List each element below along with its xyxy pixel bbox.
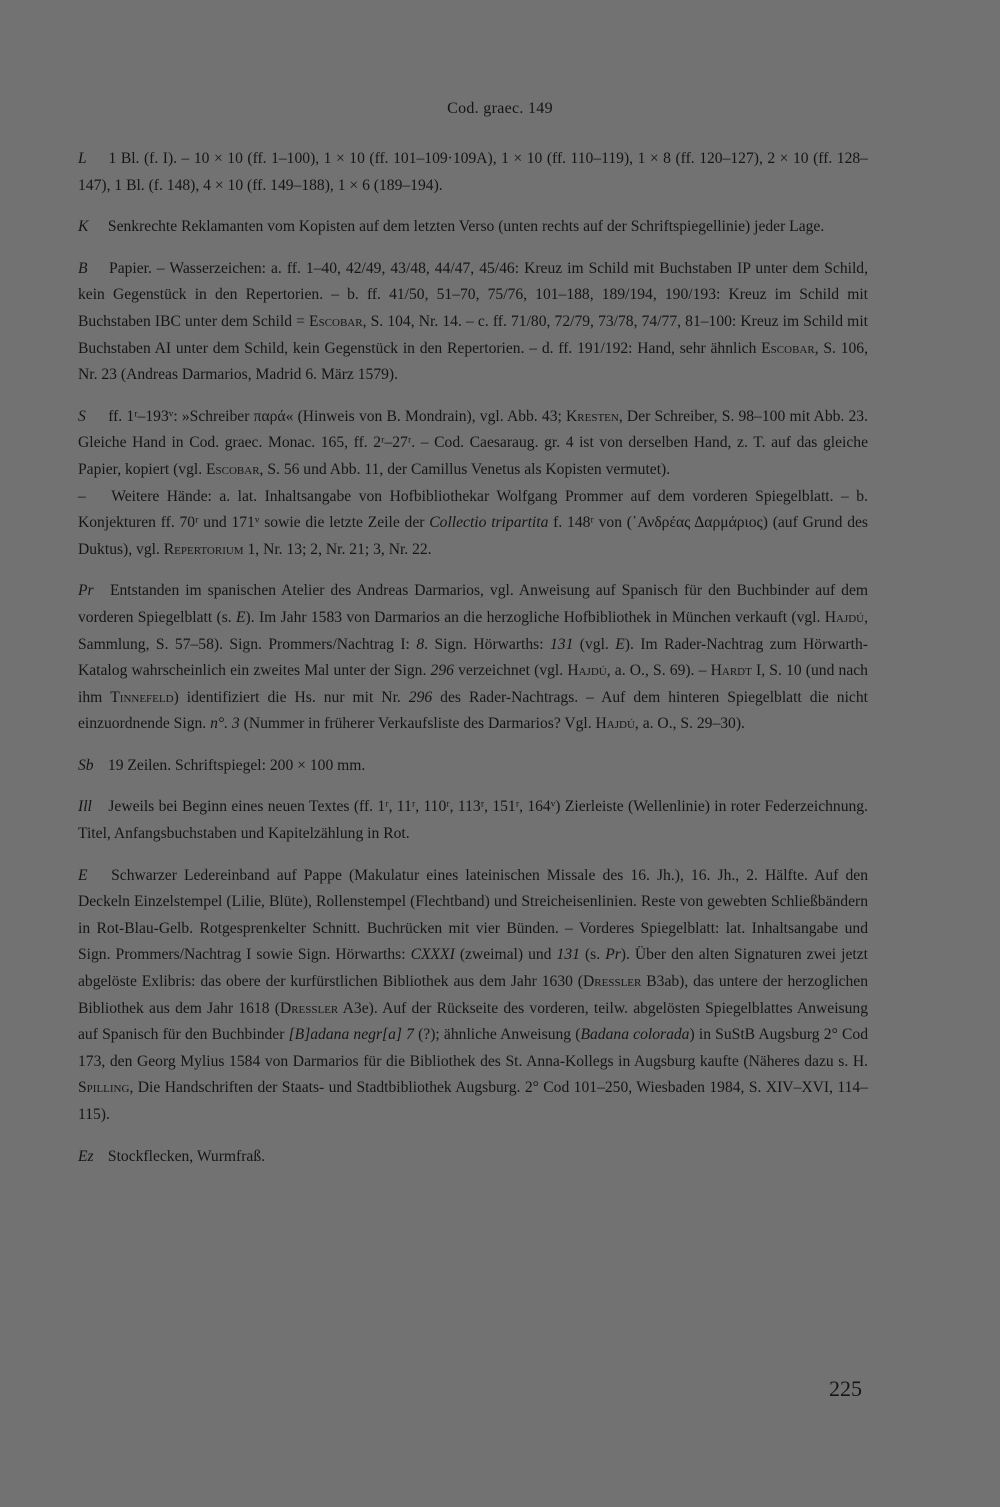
entry-text: (Nummer in früherer Verkaufsliste des Darmarios? Vgl. <box>239 715 596 733</box>
entry-text: ) identifiziert die Hs. nur mit Nr. <box>173 688 409 706</box>
entry-text: B3ab), das untere der herzoglichen Bibliothek aus dem Jahr 1618 ( <box>78 973 868 1017</box>
signature: 296 <box>408 688 433 706</box>
entry-provenienz <box>78 578 868 738</box>
signature: 296 <box>430 662 454 680</box>
entry-text: , a. O., S. 69). – <box>606 662 711 680</box>
entry-text: , Sammlung, S. 57–58). Sign. Prommers/Nachtrag I: <box>78 608 868 653</box>
entry-tag: E <box>78 866 88 884</box>
author-citation: Hajdú <box>567 662 607 680</box>
entry-tag: Ill <box>78 798 92 816</box>
page-header: Cod. graec. 149 <box>447 100 553 117</box>
entry-weitere-haende <box>78 484 868 564</box>
author-citation: Escobar <box>309 312 363 330</box>
entry-illustration <box>78 794 868 847</box>
signature: CXXXI <box>410 946 455 964</box>
entry-erhaltungszustand <box>78 1144 868 1171</box>
instruction-quote: [B]adana negr[a] 7 <box>288 1026 414 1044</box>
cross-reference: Pr <box>605 946 621 964</box>
entry-text: , a. O., S. 29–30). <box>634 715 745 733</box>
entry-text: 19 Zeilen. Schriftspiegel: 200 × 100 mm. <box>107 756 366 774</box>
entry-text: , S. 106, Nr. 23 (Andreas Darmarios, Madrid 6. März 1579). <box>78 339 868 384</box>
entry-text: ). Über den alten Signaturen zwei jetzt abgelöste Exlibris: das obere der kurfürstlichen Bibliothek aus dem Jahr 1630 ( <box>78 946 868 991</box>
author-citation: Tinnefeld <box>110 688 174 706</box>
entry-schreiber <box>78 404 868 484</box>
cross-reference: E <box>615 635 625 653</box>
author-citation: Escobar <box>206 460 260 478</box>
entry-text: (s. <box>579 946 606 964</box>
author-citation: Kresten <box>566 407 619 425</box>
signature: 131 <box>556 946 580 964</box>
entry-text: A3e). Auf der Rückseite des vorderen, teilw. abgelösten Spiegelblattes Anweisung auf Spanisch für den Buchbinder <box>78 999 868 1044</box>
entry-text: f. 148ʳ von (᾽Ανδρέας Δαρμάριος) (auf Grund des Duktus), vgl. <box>78 514 868 558</box>
entry-text: , Der Schreiber, S. 98–100 mit Abb. 23. Gleiche Hand in Cod. graec. Monac. 165, ff. 2ʳ–27ʳ. – Cod. Caesaraug. gr. 4 ist von derselben Hand, z. T. auf das gleiche Papier, kopiert (vgl. <box>78 407 868 478</box>
entry-text: Stockflecken, Wurmfraß. <box>107 1147 266 1165</box>
entry-einband <box>78 863 868 1129</box>
entry-tag: Pr <box>78 582 94 600</box>
entry-schriftspiegel <box>78 753 868 780</box>
entry-text: (zweimal) und <box>454 946 557 964</box>
entry-text: (?); ähnliche Anweisung ( <box>413 1026 581 1044</box>
entry-text: , S. 56 und Abb. 11, der Camillus Venetus als Kopisten vermutet). <box>259 460 671 478</box>
entry-text: Weitere Hände: a. lat. Inhaltsangabe von Hofbibliothekar Wolfgang Prommer auf dem vorderen Spiegelblatt. – b. Konjekturen ff. 70ʳ und 171ᵛ sowie die letzte Zeile der <box>78 487 869 532</box>
author-citation: Spilling <box>78 1079 130 1097</box>
entry-text: , S. 104, Nr. 14. – c. ff. 71/80, 72/79, 73/78, 74/77, 81–100: Kreuz im Schild mit Buchstaben AI unter dem Schild, kein Gegenstück in den Repertorien. – d. ff. 191/192: Hand, sehr ähnlich <box>78 312 868 357</box>
entry-text: ) in SuStB Augsburg 2° Cod 173, den Georg Mylius 1584 von Darmarios für die Bibliothek des St. Anna-Kollegs in Augsburg kaufte (Näheres dazu s. H. <box>78 1026 868 1070</box>
entry-tag: – <box>78 487 86 505</box>
author-citation: Repertorium <box>163 540 244 558</box>
entry-tag: L <box>78 150 87 167</box>
description-body <box>78 146 868 1185</box>
entry-text: Schwarzer Ledereinband auf Pappe (Makulatur eines lateinischen Missale des 16. Jh.), 16. Jh., 2. Hälfte. Auf den Deckeln Einzelstempel (Lilie, Blüte), Rollenstempel (Flechtband) und Streicheisenlinien. Reste von gewebten Schließbändern in Rot-Blau-Gelb. Rotgesprenkelter Schnitt. Buchrücken mit vier Bünden. – Vorderes Spiegelblatt: lat. Inhaltsangabe und Sign. Prommers/Nachtrag I sowie Sign. Hörwarths: <box>78 866 868 964</box>
entry-text: ff. 1ʳ–193ᵛ: »Schreiber παρά« (Hinweis von B. Mondrain), vgl. Abb. 43; <box>108 407 567 425</box>
entry-text: Entstanden im spanischen Atelier des Andreas Darmarios, vgl. Anweisung auf Spanisch für den Buchbinder auf dem vorderen Spiegelblatt (s. <box>78 582 868 626</box>
author-citation: Dressler <box>583 973 642 991</box>
entry-text: Senkrechte Reklamanten vom Kopisten auf dem letzten Verso (unten rechts auf der Schriftspiegellinie) jeder Lage. <box>107 218 825 236</box>
page-number: 225 <box>829 1376 862 1401</box>
entry-text: 1, Nr. 13; 2, Nr. 21; 3, Nr. 22. <box>243 540 432 558</box>
signature: n°. 3 <box>210 715 240 733</box>
entry-tag: Ez <box>78 1147 94 1165</box>
instruction-quote: Badana colorada <box>580 1026 690 1044</box>
author-citation: Hajdú <box>824 608 865 626</box>
entry-lagen <box>78 146 868 199</box>
cross-reference: E <box>236 608 246 626</box>
entry-text: ). Im Rader-Nachtrag zum Hörwarth-Katalog wahrscheinlich ein zweites Mal unter der Sign. <box>78 635 868 680</box>
entry-text: I, S. 10 (und nach ihm <box>78 662 868 706</box>
entry-tag: S <box>78 407 86 425</box>
author-citation: Escobar <box>761 339 815 357</box>
entry-text: 1 Bl. (f. I). – 10 × 10 (ff. 1–100), 1 × 10 (ff. 101–109·109A), 1 × 10 (ff. 110–119), 1 × 8 (ff. 120–127), 2 × 10 (ff. 128–147), 1 Bl. (f. 148), 4 × 10 (ff. 149–188), 1 × 6 (189–194). <box>78 150 868 194</box>
signature: 8 <box>416 635 425 653</box>
entry-text: Papier. – Wasserzeichen: a. ff. 1–40, 42/49, 43/48, 44/47, 45/46: Kreuz im Schild mit Buchstaben IP unter dem Schild, kein Gegenstück in den Repertorien. – b. ff. 41/50, 51–70, 75/76, 101–188, 189/194, 190/193: Kreuz im Schild mit Buchstaben IBC unter dem Schild = <box>78 259 868 330</box>
author-citation: Hajdú <box>595 715 635 733</box>
entry-reklamanten <box>78 214 868 241</box>
author-citation: Dressler <box>279 999 339 1017</box>
entry-text: (vgl. <box>573 635 616 653</box>
entry-text: ). Im Jahr 1583 von Darmarios an die herzogliche Hofbibliothek in München verkauft (vgl. <box>245 608 825 626</box>
entry-text: verzeichnet (vgl. <box>453 662 568 680</box>
entry-tag: B <box>78 259 88 277</box>
entry-text: . Sign. Hörwarths: <box>424 635 550 653</box>
entry-tag: Sb <box>78 756 94 774</box>
entry-tag: K <box>78 218 89 236</box>
entry-beschreibstoff <box>78 256 868 389</box>
title-citation: Collectio tripartita <box>429 514 549 532</box>
author-citation: Hardt <box>710 662 752 680</box>
signature: 131 <box>549 635 574 653</box>
entry-text: Jeweils bei Beginn eines neuen Textes (ff. 1ʳ, 11ʳ, 110ʳ, 113ʳ, 151ʳ, 164ᵛ) Zierleiste (Wellenlinie) in roter Federzeichnung. Titel, Anfangsbuchstaben und Kapitelzählung in Rot. <box>78 798 868 843</box>
entry-text: , Die Handschriften der Staats- und Stadtbibliothek Augsburg. 2° Cod 101–250, Wiesbaden 1984, S. XIV–XVI, 114–115). <box>78 1079 868 1123</box>
entry-text: des Rader-Nachtrags. – Auf dem hinteren Spiegelblatt die nicht einzuordnende Sign. <box>78 688 868 733</box>
